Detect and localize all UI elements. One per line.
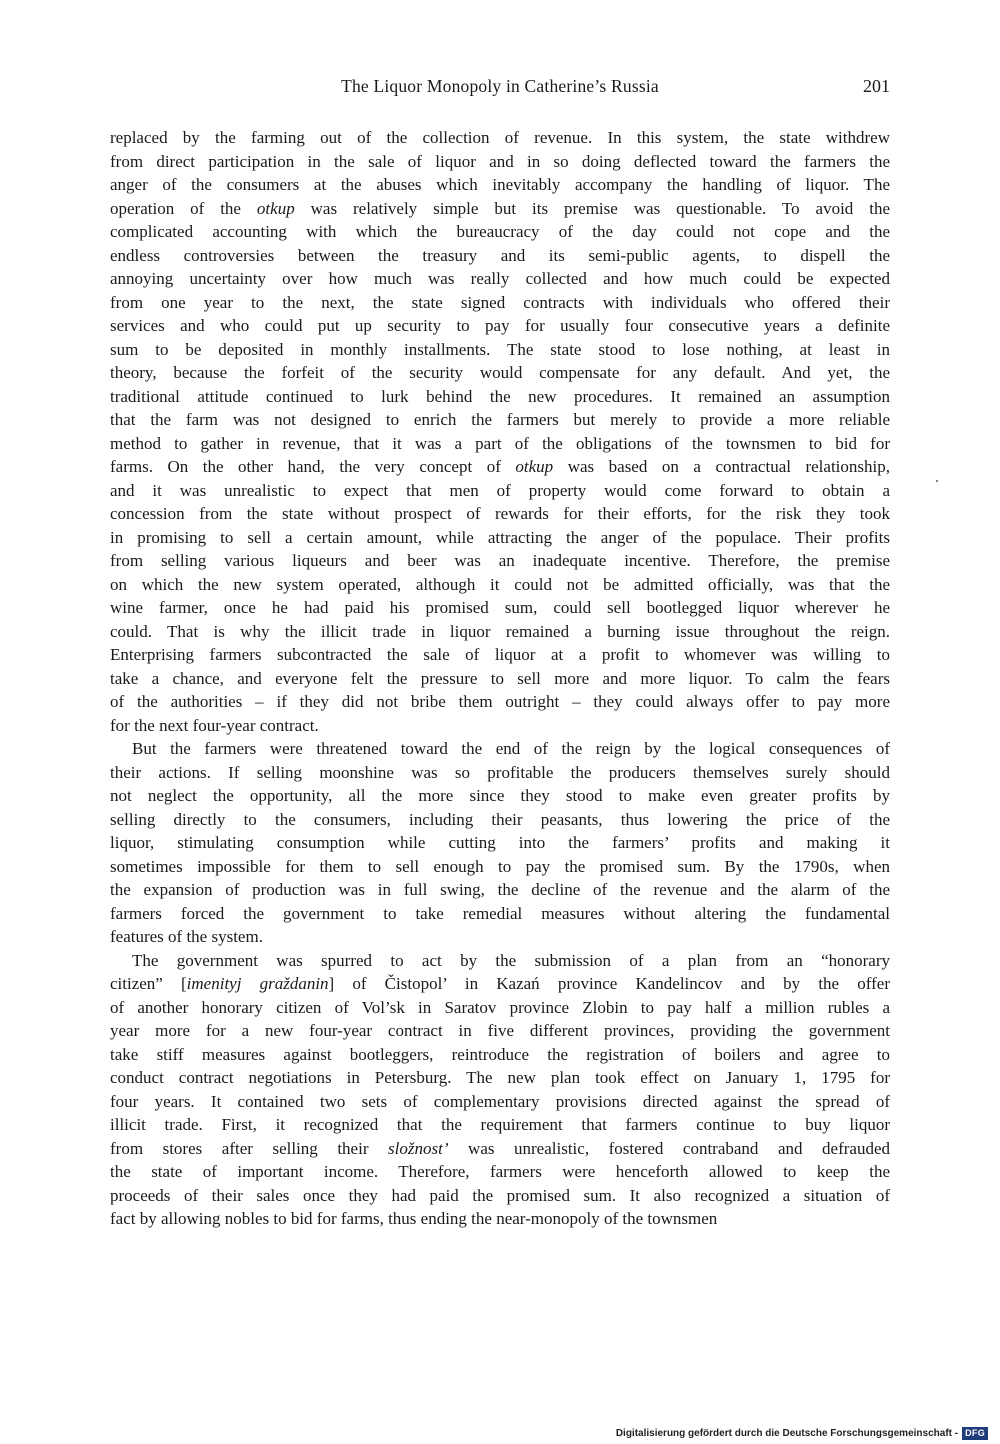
text-line: complicated accounting with which the bureaucracy of the day could not cope and the: [110, 222, 890, 241]
text-line: concession from the state without prospect of rewards for their efforts, for the risk they took: [110, 504, 890, 523]
text-line: annoying uncertainty over how much was really collected and how much could be expected: [110, 269, 890, 288]
text-line: operation of the otkup was relatively simple but its premise was questionable. To avoid the: [110, 198, 890, 218]
italic-term: otkup: [515, 457, 554, 476]
text-line: in promising to sell a certain amount, while attracting the anger of the populace. Their profits: [110, 527, 890, 547]
text-line: sum to be deposited in monthly installments. The state stood to lose nothing, at least in: [110, 339, 890, 359]
italic-term: imenityj graždanin: [186, 974, 329, 993]
paragraph: [110, 949, 890, 1231]
text-line: take stiff measures against bootleggers, reintroduce the registration of boilers and agree to: [110, 1044, 890, 1064]
text-line: their actions. If selling moonshine was so profitable the producers themselves surely should: [110, 762, 890, 782]
paragraph: [110, 737, 890, 949]
text-line: anger of the consumers at the abuses which inevitably accompany the handling of liquor. The: [110, 175, 890, 194]
text-line: illicit trade. First, it recognized that the requirement that farmers continue to buy liquor: [110, 1115, 890, 1134]
footer-credit: Digitalisierung gefördert durch die Deutsche Forschungsgemeinschaft -: [615, 1427, 959, 1439]
text-line: But the farmers were threatened toward the end of the reign by the logical consequences of: [132, 739, 890, 758]
text-line: from one year to the next, the state signed contracts with individuals who offered their: [110, 292, 890, 312]
italic-term: složnost’: [388, 1138, 449, 1158]
text-line: Enterprising farmers subcontracted the sale of liquor at a profit to whomever was willing to: [110, 645, 890, 664]
text-line: of the authorities – if they did not bribe them outright – they could always offer to pay more: [110, 692, 890, 711]
text-line: fact by allowing nobles to bid for farms, thus ending the near-monopoly of the townsmen: [110, 1209, 718, 1228]
running-header: [110, 76, 890, 104]
text-line: four years. It contained two sets of complementary provisions directed against the spread of: [110, 1091, 890, 1111]
text-line: citizen” [imenityj graždanin] of Čistopol’ in Kazań province Kandelincov and by the offer: [110, 974, 890, 993]
text-line: replaced by the farming out of the collection of revenue. In this system, the state withdrew: [110, 128, 890, 147]
text-line: farms. On the other hand, the very concept of otkup was based on a contractual relationship,: [110, 457, 890, 476]
paragraph: [110, 126, 890, 737]
running-title: The Liquor Monopoly in Catherine’s Russia: [341, 76, 659, 96]
text-line: on which the new system operated, although it could not be admitted officially, was that the: [110, 574, 890, 594]
body-text: [110, 126, 890, 1231]
text-line: liquor, stimulating consumption while cutting into the farmers’ profits and making it: [110, 833, 890, 852]
text-line: farmers forced the government to take remedial measures without altering the fundamental: [110, 903, 890, 923]
page-number: 201: [863, 76, 890, 96]
text-line: theory, because the forfeit of the security would compensate for any default. And yet, the: [110, 363, 890, 382]
text-line: year more for a new four-year contract in five different provinces, providing the government: [110, 1021, 890, 1040]
scan-speck: [936, 480, 938, 482]
text-line: The government was spurred to act by the submission of a plan from an “honorary: [132, 950, 890, 970]
text-line: from selling various liqueurs and beer was an inadequate incentive. Therefore, the premise: [110, 551, 890, 570]
text-line: that the farm was not designed to enrich the farmers but merely to provide a more reliable: [110, 410, 890, 429]
italic-term: otkup: [256, 198, 295, 218]
text-line: services and who could put up security to pay for usually four consecutive years a definite: [110, 316, 890, 335]
text-line: the expansion of production was in full swing, the decline of the revenue and the alarm of the: [110, 880, 890, 899]
text-line: from direct participation in the sale of liquor and in so doing deflected toward the farmers the: [110, 151, 890, 171]
text-line: sometimes impossible for them to sell enough to pay the promised sum. By the 1790s, when: [110, 856, 890, 876]
text-line: of another honorary citizen of Vol’sk in Saratov province Zlobin to pay half a million rubles a: [110, 997, 890, 1017]
text-line: wine farmer, once he had paid his promised sum, could sell bootlegged liquor wherever he: [110, 598, 890, 617]
text-line: method to gather in revenue, that it was a part of the obligations of the townsmen to bid for: [110, 433, 890, 453]
text-line: the state of important income. Therefore, farmers were henceforth allowed to keep the: [110, 1162, 890, 1181]
text-line: for the next four-year contract.: [110, 715, 319, 735]
text-line: features of the system.: [110, 927, 263, 946]
text-line: traditional attitude continued to lurk behind the new procedures. It remained an assumption: [110, 386, 890, 406]
text-line: could. That is why the illicit trade in liquor remained a burning issue throughout the reign.: [110, 621, 890, 641]
text-line: selling directly to the consumers, including their peasants, thus lowering the price of the: [110, 809, 890, 829]
text-line: and it was unrealistic to expect that men of property would come forward to obtain a: [110, 480, 890, 500]
text-line: take a chance, and everyone felt the pressure to sell more and more liquor. To calm the fears: [110, 668, 890, 688]
text-line: not neglect the opportunity, all the more since they stood to make even greater profits by: [110, 786, 890, 805]
digitization-footer: [616, 1425, 988, 1441]
text-line: endless controversies between the treasury and its semi-public agents, to dispell the: [110, 245, 890, 265]
text-line: conduct contract negotiations in Petersburg. The new plan took effect on January 1, 1795 for: [110, 1068, 890, 1087]
dfg-logo-icon: DFG: [962, 1427, 988, 1440]
text-line: proceeds of their sales once they had paid the promised sum. It also recognized a situation of: [110, 1185, 890, 1205]
text-line: from stores after selling their složnost’ was unrealistic, fostered contraband and defrauded: [110, 1138, 890, 1158]
